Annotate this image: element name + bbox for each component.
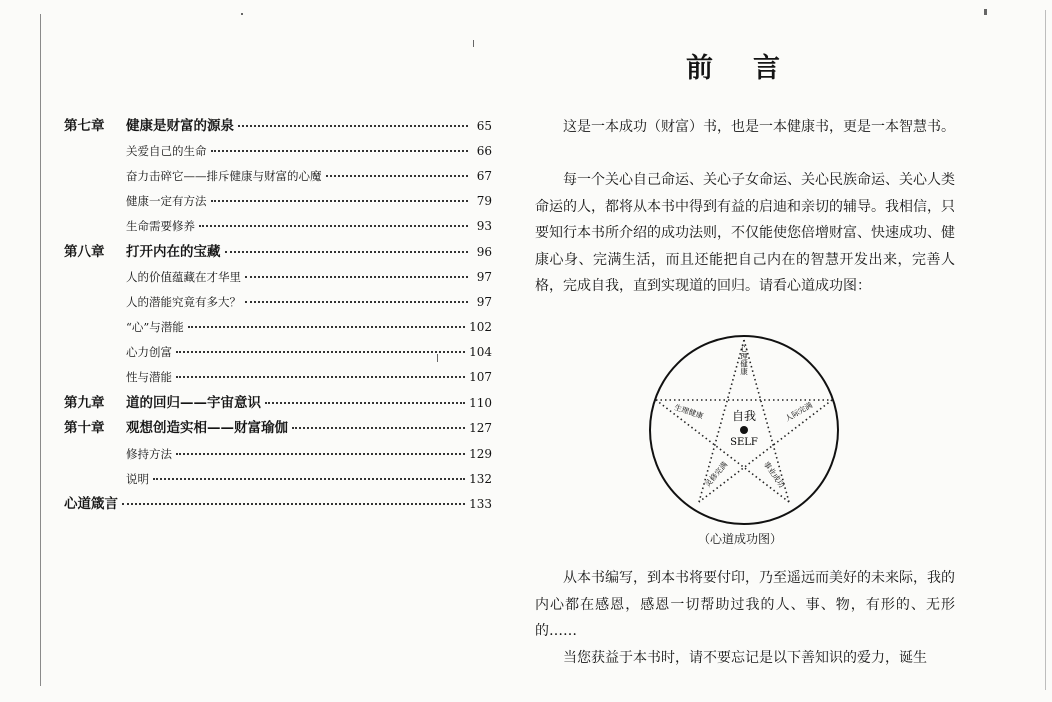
preface-paragraph-1: 这是一本成功（财富）书，也是一本健康书，更是一本智慧书。 [563, 119, 955, 135]
diagram-caption: （心道成功图） [698, 532, 783, 546]
toc-leader-dots [153, 478, 465, 480]
toc-chapter-row [64, 494, 492, 514]
toc-leader-dots [245, 276, 468, 278]
label-left: 生理健康 [673, 402, 705, 421]
toc-entry-title: 修持方法 [126, 447, 172, 461]
toc-page-number: 104 [469, 345, 492, 359]
label-bottom-left: 灵修完满 [702, 460, 730, 489]
toc-page-number: 133 [469, 497, 492, 511]
toc-leader-dots [188, 326, 465, 328]
toc-page-number: 65 [476, 119, 492, 133]
center-label-en: SELF [730, 437, 758, 448]
page-edge [1045, 10, 1046, 690]
toc-chapter-number: 第十章 [64, 420, 105, 436]
toc-page-number: 67 [476, 169, 492, 183]
toc-chapter-row [64, 418, 492, 438]
toc-section-row [126, 216, 492, 236]
toc-leader-dots [211, 150, 469, 152]
toc-entry-title: 观想创造实相——财富瑜伽 [126, 420, 288, 436]
label-right: 人际完满 [783, 400, 814, 424]
toc-entry-title: 人的潜能究竟有多大？ [126, 295, 241, 309]
toc-section-row [126, 141, 492, 161]
toc-entry-title: “心”与潜能 [126, 320, 184, 334]
heart-way-success-diagram [648, 334, 840, 526]
binding-line [40, 14, 41, 686]
toc-entry-title: 人的价值蕴藏在才华里 [126, 270, 241, 284]
toc-section-row [126, 292, 492, 312]
toc-page-number: 79 [476, 194, 492, 208]
toc-section-row [126, 191, 492, 211]
toc-entry-title: 健康是财富的源泉 [126, 118, 234, 134]
toc-leader-dots [238, 125, 468, 127]
toc-leader-dots [225, 251, 469, 253]
preface-paragraph-4: 当您获益于本书时，请不要忘记是以下善知识的爱力，诞生 [563, 650, 927, 666]
toc-chapter-number: 第九章 [64, 395, 105, 411]
star-line [699, 400, 832, 502]
toc-page-number: 102 [469, 320, 492, 334]
toc-section-row [126, 367, 492, 387]
scan-speck [473, 40, 474, 47]
toc-chapter-row [64, 393, 492, 413]
toc-entry-title: 健康一定有方法 [126, 194, 207, 208]
preface-paragraph-2: 每一个关心自己命运、关心子女命运、关心民族命运、关心人类命运的人，都将从本书中得到有益的启迪和亲切的辅导。我相信，只要知行本书所介绍的成功法则，不仅能使您倍增财富、快速成功、健康心身、完满生活，而且还能把自己内在的智慧开发出来，完善人格，完成自我，直到实现道的回归。请看心道成功图： [535, 172, 955, 294]
toc-leader-dots [199, 225, 468, 227]
toc-entry-title: 说明 [126, 472, 149, 486]
toc-leader-dots [122, 503, 465, 505]
toc-entry-title: 道的回归——宇宙意识 [126, 395, 261, 411]
toc-section-row [126, 469, 492, 489]
toc-chapter-row [64, 242, 492, 262]
toc-page-number: 96 [476, 245, 492, 259]
scan-speck [984, 9, 987, 15]
toc-chapter-number: 第七章 [64, 118, 105, 134]
toc-page-number: 97 [476, 295, 492, 309]
label-bottom-right: 事业成功 [761, 459, 787, 490]
toc-section-row [126, 444, 492, 464]
toc-section-row [126, 267, 492, 287]
scan-speck [437, 354, 438, 362]
preface-title: 前言 [686, 53, 820, 84]
toc-leader-dots [211, 200, 469, 202]
toc-page-number: 110 [469, 396, 492, 410]
toc-entry-title: 生命需要修养 [126, 219, 195, 233]
toc-entry-title: 心力创富 [126, 345, 172, 359]
toc-page-number: 66 [476, 144, 492, 158]
toc-entry-title: 心道箴言 [64, 496, 118, 512]
toc-leader-dots [245, 301, 468, 303]
center-label-cn: 自我 [731, 409, 757, 423]
toc-entry-title: 关爱自己的生命 [126, 144, 207, 158]
toc-chapter-row [64, 116, 492, 136]
toc-leader-dots [176, 376, 465, 378]
preface-paragraph-3: 从本书编写，到本书将要付印，乃至遥远而美好的未来际，我的内心都在感恩，感恩一切帮助过我的人、事、物，有形的、无形的…… [535, 570, 955, 639]
toc-entry-title: 奋力击碎它——排斥健康与财富的心魔 [126, 169, 322, 183]
center-dot [740, 426, 748, 434]
toc-leader-dots [176, 453, 465, 455]
toc-entry-title: 性与潜能 [126, 370, 172, 384]
toc-entry-title: 打开内在的宝藏 [126, 244, 221, 260]
toc-page-number: 129 [469, 447, 492, 461]
star-line [656, 400, 789, 502]
toc-section-row [126, 317, 492, 337]
label-top: 心理健康 [739, 345, 749, 375]
toc-page-number: 127 [469, 421, 492, 435]
toc-leader-dots [326, 175, 469, 177]
toc-page-number: 132 [469, 472, 492, 486]
toc-leader-dots [176, 351, 465, 353]
toc-page-number: 93 [476, 219, 492, 233]
toc-leader-dots [265, 402, 465, 404]
toc-chapter-number: 第八章 [64, 244, 105, 260]
toc-page-number: 107 [469, 370, 492, 384]
toc-section-row [126, 166, 492, 186]
toc-page-number: 97 [476, 270, 492, 284]
scan-speck [241, 13, 243, 15]
toc-leader-dots [292, 427, 465, 429]
